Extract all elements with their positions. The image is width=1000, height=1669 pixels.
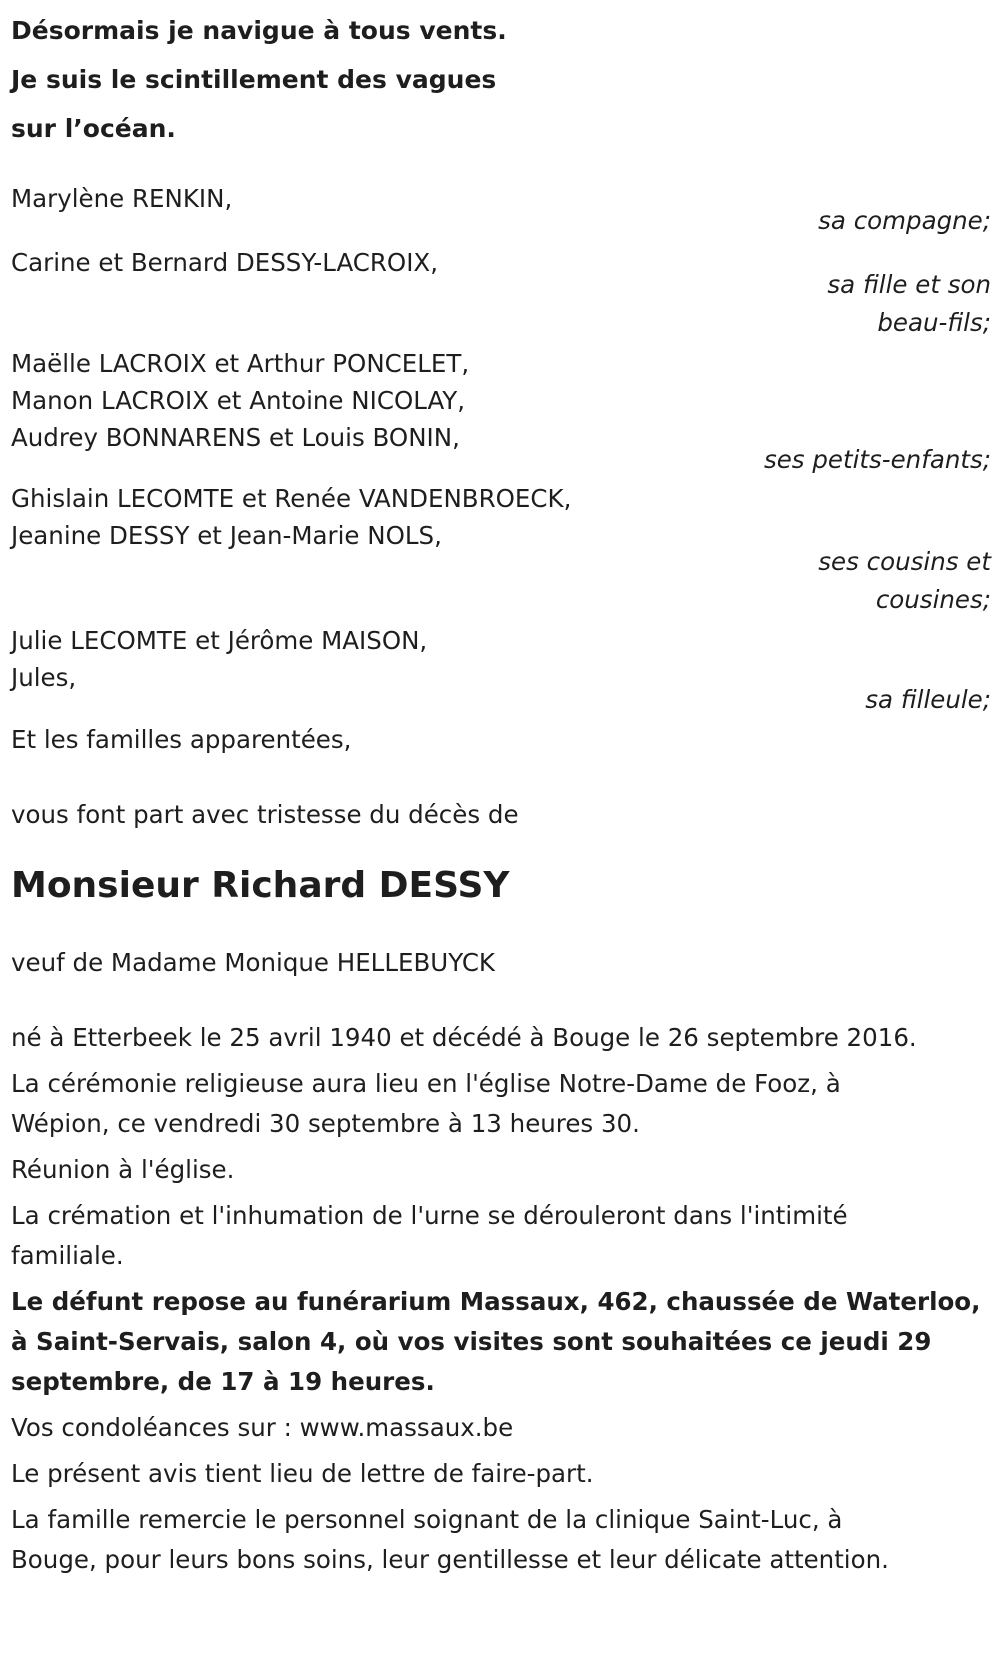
family-names: Manon LACROIX et Antoine NICOLAY,: [11, 386, 466, 415]
poem-line: Désormais je navigue à tous vents.: [11, 16, 507, 45]
poem-line: Je suis le scintillement des vagues: [11, 65, 497, 94]
family-names: Jules,: [11, 663, 77, 692]
family-names: Jeanine DESSY et Jean-Marie NOLS,: [11, 521, 442, 550]
family-role: beau-fils;: [877, 308, 991, 337]
funerarium-line: septembre, de 17 à 19 heures.: [11, 1367, 435, 1396]
widower-of: veuf de Madame Monique HELLEBUYCK: [11, 948, 495, 977]
ceremony-line: Wépion, ce vendredi 30 septembre à 13 heures 30.: [11, 1109, 640, 1138]
family-role: ses cousins et: [818, 547, 991, 576]
cremation-line: familiale.: [11, 1241, 124, 1270]
family-group: [11, 345, 991, 480]
funerarium-line: Le défunt repose au funérarium Massaux, 462, chaussée de Waterloo,: [11, 1287, 981, 1316]
deceased-name: Monsieur Richard DESSY: [11, 865, 510, 906]
birth-death: né à Etterbeek le 25 avril 1940 et décédé à Bouge le 26 septembre 2016.: [11, 1023, 917, 1052]
family-role: sa compagne;: [818, 206, 991, 235]
condolences: Vos condoléances sur : www.massaux.be: [11, 1413, 514, 1442]
family-role: sa filleule;: [865, 685, 991, 714]
family-names: Carine et Bernard DESSY-LACROIX,: [11, 248, 439, 277]
thanks-line: La famille remercie le personnel soignant de la clinique Saint-Luc, à: [11, 1505, 843, 1534]
family-names: Marylène RENKIN,: [11, 184, 233, 213]
thanks: [11, 1500, 991, 1580]
funerarium-line: à Saint-Servais, salon 4, où vos visites sont souhaitées ce jeudi 29: [11, 1327, 932, 1356]
family-group: [11, 179, 991, 241]
poem: [11, 6, 991, 153]
meeting: Réunion à l'église.: [11, 1155, 235, 1184]
family-names: Audrey BONNARENS et Louis BONIN,: [11, 423, 460, 452]
family-group: [11, 243, 991, 343]
family-role: sa fille et son: [827, 270, 991, 299]
cremation: [11, 1196, 991, 1276]
family-group: [11, 622, 991, 720]
cremation-line: La crémation et l'inhumation de l'urne se dérouleront dans l'intimité: [11, 1201, 848, 1230]
family-names: Ghislain LECOMTE et Renée VANDENBROECK,: [11, 484, 572, 513]
family-role: ses petits-enfants;: [763, 445, 991, 474]
family-role: cousines;: [875, 585, 991, 614]
family-names: Julie LECOMTE et Jérôme MAISON,: [11, 626, 428, 655]
poem-line: sur l’océan.: [11, 114, 176, 143]
obituary-notice: [11, 6, 991, 1580]
announcement: vous font part avec tristesse du décès de: [11, 800, 519, 829]
thanks-line: Bouge, pour leurs bons soins, leur gentillesse et leur délicate attention.: [11, 1545, 889, 1574]
funerarium: [11, 1282, 991, 1402]
ceremony: [11, 1064, 991, 1144]
family-group: [11, 480, 991, 620]
family-names: Maëlle LACROIX et Arthur PONCELET,: [11, 349, 470, 378]
notice: Le présent avis tient lieu de lettre de faire-part.: [11, 1459, 594, 1488]
related-families: Et les familles apparentées,: [11, 725, 352, 754]
ceremony-line: La cérémonie religieuse aura lieu en l'église Notre-Dame de Fooz, à: [11, 1069, 841, 1098]
